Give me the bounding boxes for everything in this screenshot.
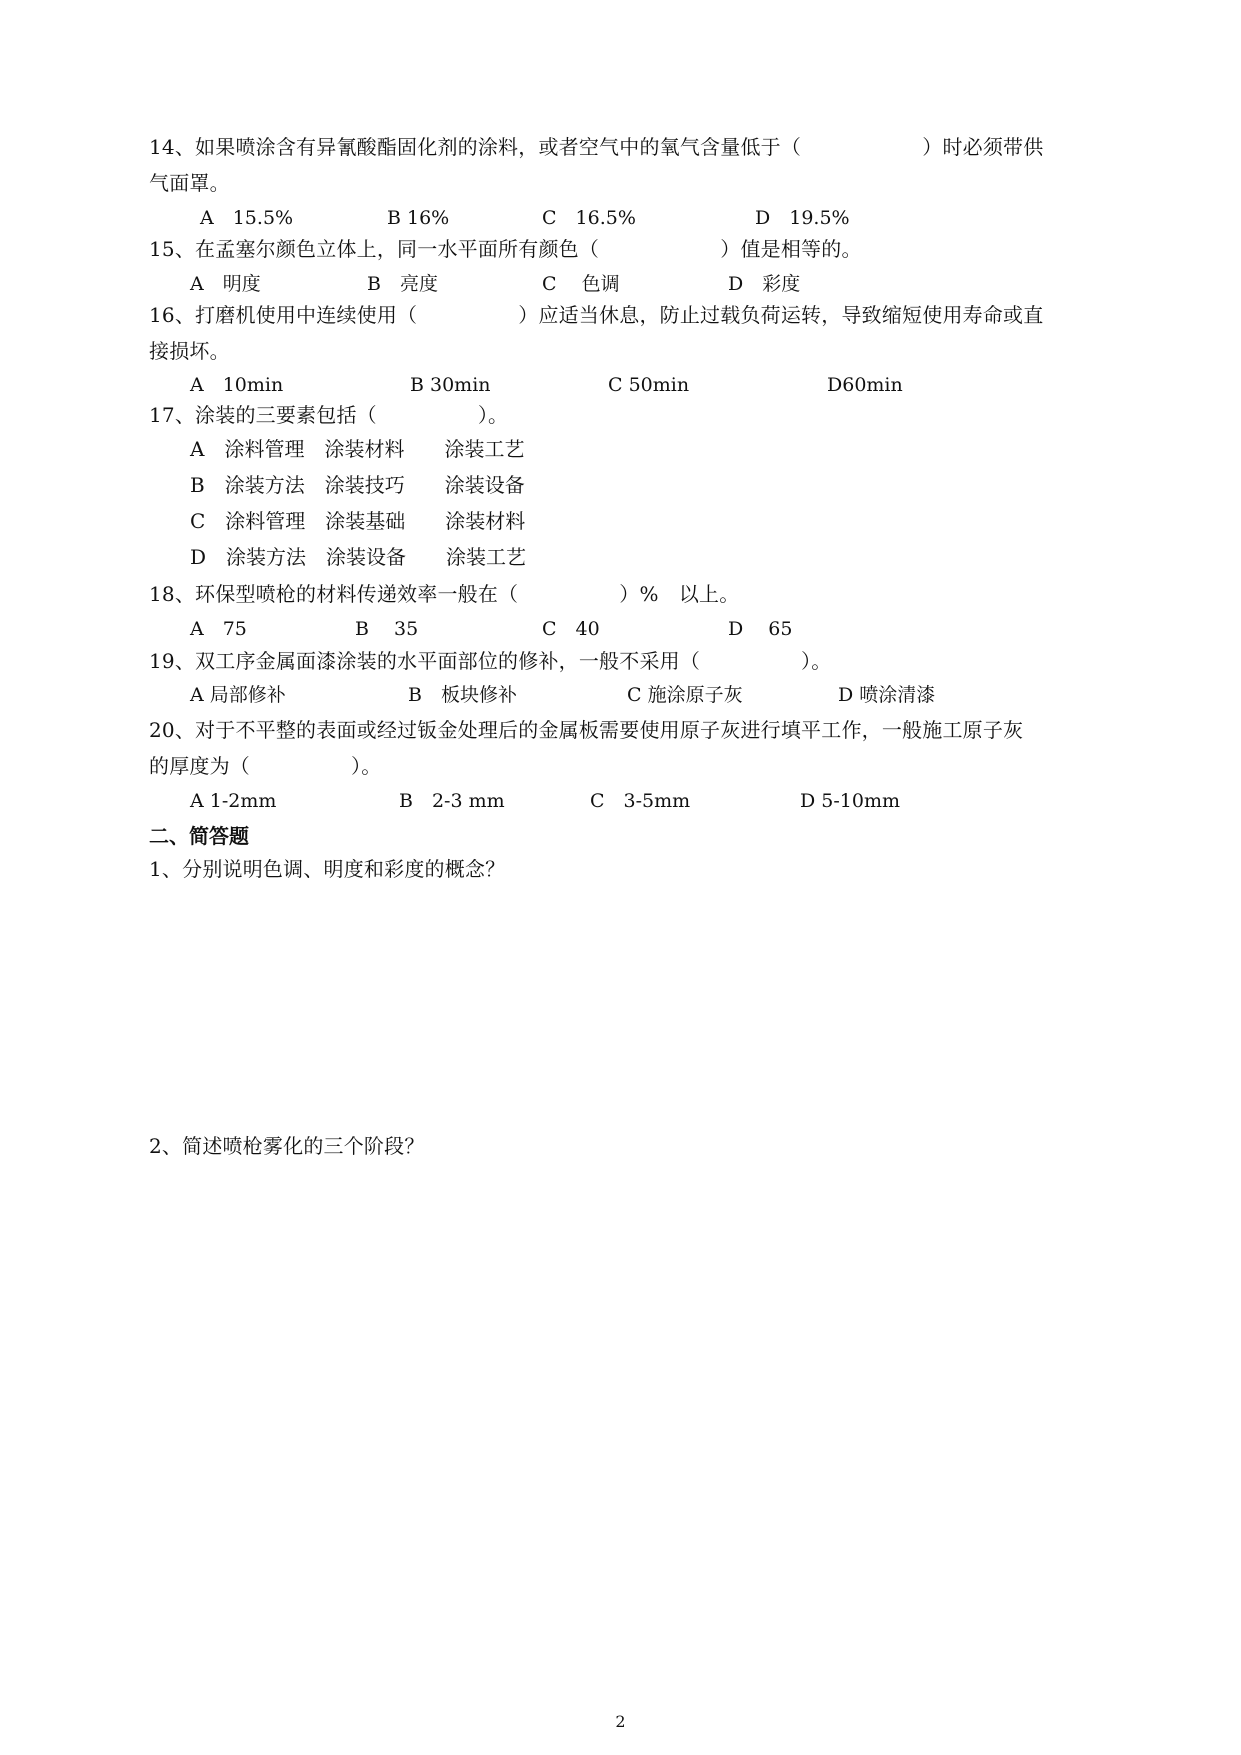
short-answer-question-2: 2、简述喷枪雾化的三个阶段？ [149, 1134, 425, 1158]
option-b: B 板块修补 [408, 684, 517, 706]
option-a: A 10min [190, 374, 284, 396]
option-c: C 40 [542, 618, 600, 640]
question-16-line-2: 接损坏。 [149, 339, 230, 363]
option-b: B 16% [387, 207, 450, 229]
option-d: D 65 [728, 618, 793, 640]
question-14-line-2: 气面罩。 [149, 171, 230, 195]
section-title-short-answer: 二、简答题 [149, 824, 249, 848]
option-c: C 16.5% [542, 207, 636, 229]
option-c: C 3-5mm [590, 790, 691, 812]
question-17-option-d: D 涂装方法 涂装设备 涂装工艺 [190, 545, 527, 569]
option-b: B 30min [410, 374, 491, 396]
option-c: C 施涂原子灰 [627, 684, 743, 706]
option-d: D 彩度 [728, 273, 801, 295]
option-b: B 2-3 mm [399, 790, 505, 812]
page-number: 2 [615, 1712, 626, 1731]
question-17-option-a: A 涂料管理 涂装材料 涂装工艺 [190, 437, 525, 461]
question-20-line-1: 20、对于不平整的表面或经过钣金处理后的金属板需要使用原子灰进行填平工作，一般施工原子灰 [149, 718, 1024, 742]
option-d: D60min [827, 374, 903, 396]
option-a: A 75 [190, 618, 247, 640]
question-18-line-1: 18、环保型喷枪的材料传递效率一般在（ ）% 以上。 [149, 582, 740, 606]
question-20-line-2: 的厚度为（ ）。 [149, 754, 382, 778]
question-15-line-1: 15、在孟塞尔颜色立体上，同一水平面所有颜色（ ）值是相等的。 [149, 237, 862, 261]
question-17-line-1: 17、涂装的三要素包括（ ）。 [149, 403, 509, 427]
option-d: D 5-10mm [800, 790, 900, 812]
option-d: D 19.5% [755, 207, 850, 229]
option-a: A 1-2mm [190, 790, 277, 812]
option-a: A 明度 [190, 273, 261, 295]
question-19-line-1: 19、双工序金属面漆涂装的水平面部位的修补，一般不采用（ ）。 [149, 649, 832, 673]
option-b: B 35 [355, 618, 419, 640]
option-d: D 喷涂清漆 [838, 684, 936, 706]
question-14-line-1: 14、如果喷涂含有异氰酸酯固化剂的涂料，或者空气中的氧气含量低于（ ）时必须带供 [149, 135, 1044, 159]
question-17-option-c: C 涂料管理 涂装基础 涂装材料 [190, 509, 526, 533]
question-17-option-b: B 涂装方法 涂装技巧 涂装设备 [190, 473, 525, 497]
short-answer-question-1: 1、分别说明色调、明度和彩度的概念？ [149, 857, 506, 881]
option-a: A 局部修补 [190, 684, 286, 706]
option-a: A 15.5% [200, 207, 294, 229]
option-c: C 色调 [542, 273, 620, 295]
option-c: C 50min [608, 374, 690, 396]
option-b: B 亮度 [367, 273, 438, 295]
question-16-line-1: 16、打磨机使用中连续使用（ ）应适当休息，防止过载负荷运转，导致缩短使用寿命或直 [149, 303, 1044, 327]
